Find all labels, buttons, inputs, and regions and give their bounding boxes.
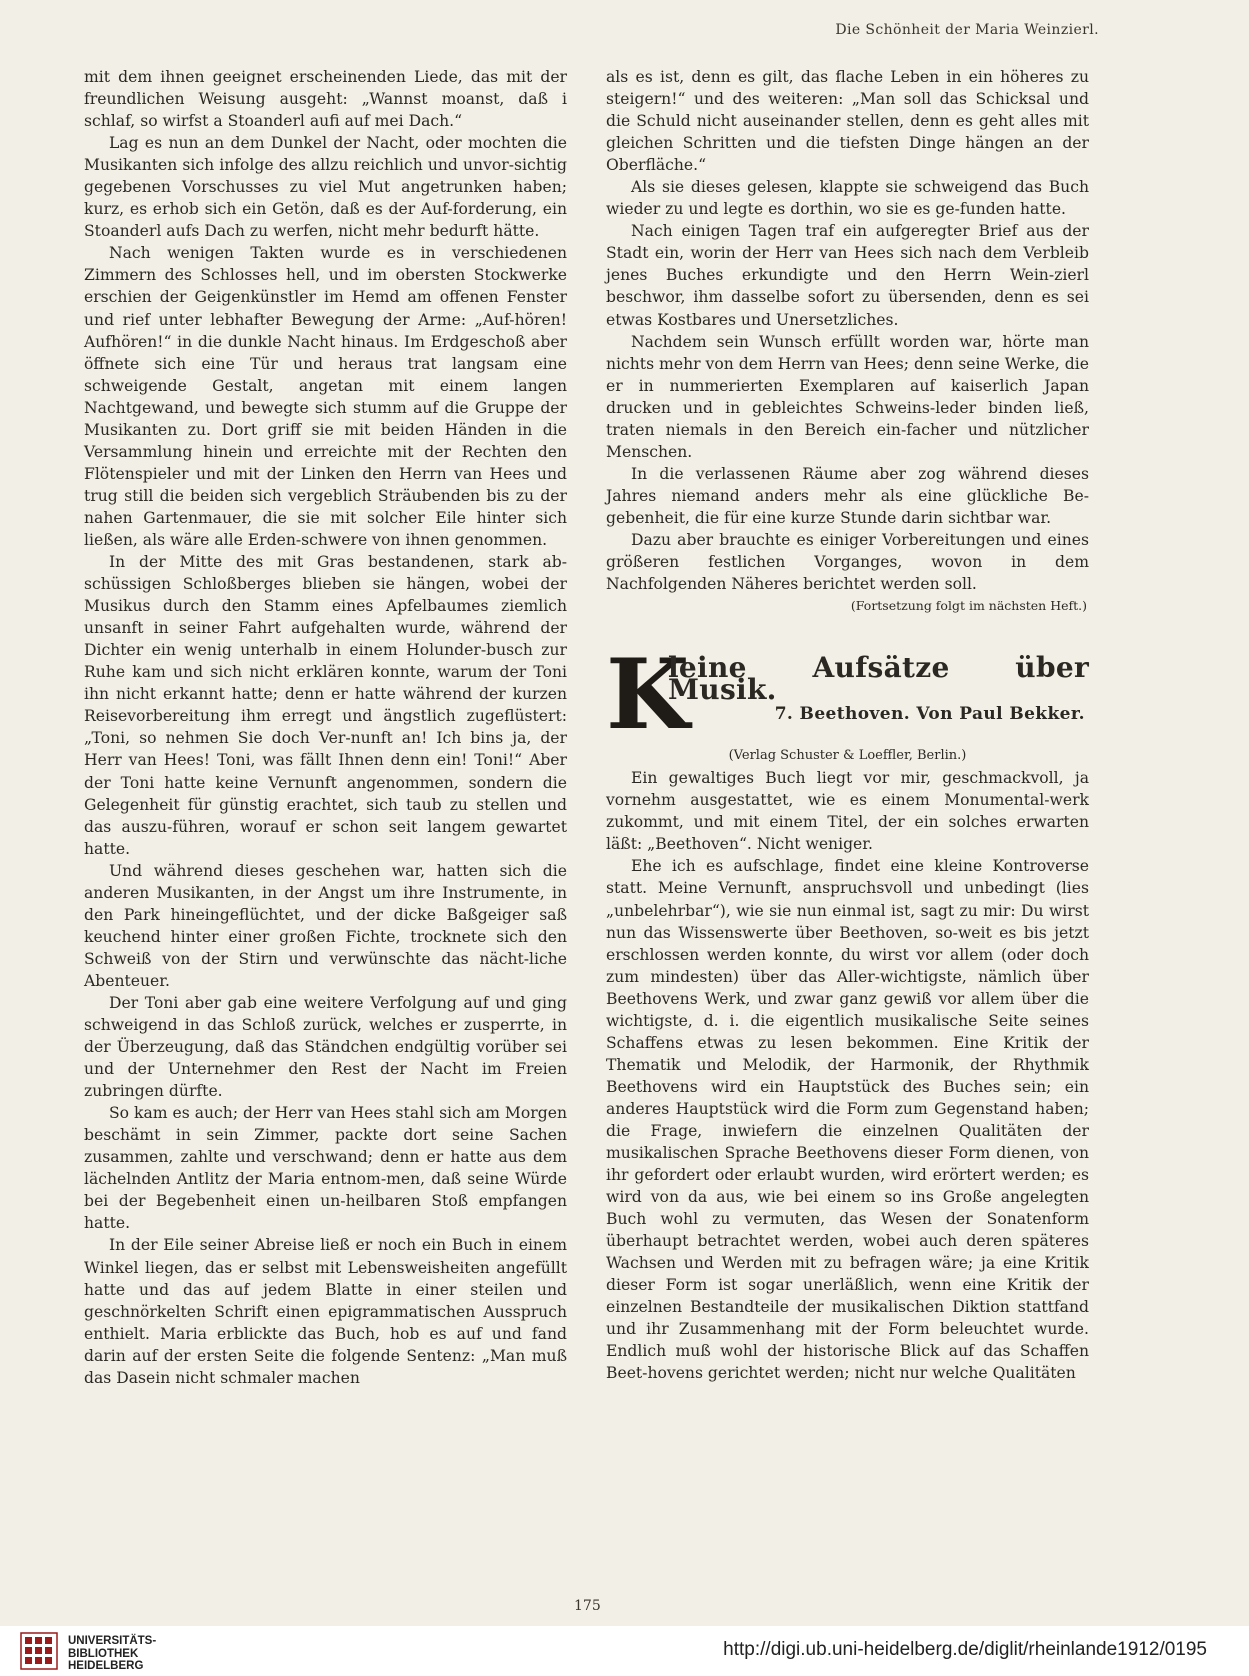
running-head: Die Schönheit der Maria Weinzierl. [835,22,1099,38]
paragraph: Als sie dieses gelesen, klappte sie schweigend das Buch wieder zu und legte es dorthin, wo sie es ge-funden hatte. [606,178,1089,219]
paragraph: Und während dieses geschehen war, hatten sich die anderen Musikanten, in der Angst um ihre Instrumente, in den Park hineingeflüchtet, und der dicke Baßgeiger saß keuchend hinter einer großen Fichte, trocknete sich den Schweiß von der Stirn und verwünschte das nächt-liche Abenteuer. [84,861,567,990]
source-url[interactable]: http://digi.ub.uni-heidelberg.de/diglit/rheinlande1912/0195 [723,1639,1207,1660]
paragraph: Dazu aber brauchte es einiger Vorbereitungen und eines größeren festlichen Vorganges, wovon in dem Nachfolgenden Näheres berichtet werden soll. [606,530,1089,594]
paragraph: In die verlassenen Räume aber zog während dieses Jahres niemand anders mehr als eine glückliche Be-gebenheit, die für eine kurze Stunde darin sichtbar war. [606,464,1089,527]
paragraph: Ehe ich es aufschlage, findet eine kleine Kontroverse statt. Meine Vernunft, anspruchsvoll und unbedingt (lies „unbelehrbar“), wie sie nun einmal ist, sagt zu mir: Du wirst nun das Wissenswerte über Beethoven, so-weit es bis jetzt erschlossen werden konnte, du wirst vor allem (oder doch zum mindesten) über das Aller-wichtigste, nämlich über Beethovens Werk, und zwar ganz gewiß vor allem über die wichtigste, d. i. die eigentlich musikalische Seite seines Schaffens etwas zu lesen bekommen. Eine Kritik der Thematik und Melodik, der Harmonik, der Rhythmik Beethovens wird ein Hauptstück des Buches sein; ein anderes Hauptstück wird die Form zum Gegenstand haben; die Frage, inwiefern die einzelnen Qualitäten der musikalischen Sprache Beethovens dieser Form dienen, von ihr gefordert oder erlaubt wurden, wird erörtert werden; es wird von da aus, wie bei einem so ins Große angelegten Buch wohl zu vermuten, das Wesen der Sonatenform überhaupt betrachtet werden, wobei auch deren späteres Wachsen und Werden mit zu befragen wäre; ja eine Kritik dieser Form ist sogar unerläßlich, wenn eine Kritik der einzelnen Bestandteile der musikalischen Diktion stattfand und ihr Zusammenhang mit der Form beleuchtet wurde. Endlich muß wohl der historische Blick auf das Schaffen Beet-hovens gerichtet werden; nicht nur welche Qualitäten [606,857,1089,1383]
paragraph: Nach einigen Tagen traf ein aufgeregter Brief aus der Stadt ein, worin der Herr van Hees sich nach dem Verbleib jenes Buches erkundigte und den Herrn Wein-zierl beschwor, ihm dasselbe sofort zu übersenden, denn es sei etwas Kostbares und Unersetzliches. [606,222,1089,329]
library-name-line: UNIVERSITÄTS- [68,1635,157,1647]
paragraph: Lag es nun an dem Dunkel der Nacht, oder mochten die Musikanten sich infolge des allzu reichlich und unvor-sichtig gegebenen Vorschusses zu viel Mut angetrunken haben; kurz, es erhob sich ein Getön, daß es der Auf-forderung, ein Stoanderl aufs Dach zu werfen, nicht mehr bedurft hätte. [84,134,567,241]
paragraph: mit dem ihnen geeignet erscheinenden Liede, das mit der freundlichen Weisung ausgeht: „Wannst moanst, daß i schlaf, so wirfst a Stoanderl aufi auf mei Dach.“ [84,68,567,131]
footer-bar [0,1626,1249,1676]
university-library-logo-icon [20,1632,58,1670]
article-headline: leine Aufsätze über Musik. [668,651,1089,707]
paragraph: In der Mitte des mit Gras bestandenen, stark ab-schüssigen Schloßberges blieben sie hängen, wobei der Musikus durch den Stamm eines Apfelbaumes ziemlich unsanft in seiner Fahrt aufgehalten wurde, während der Dichter ein wenig unterhalb in einem Holunder-busch zur Ruhe kam und sich nicht erklären konnte, warum der Toni ihn nicht erkannt hatte; denn er hatte während der kurzen Reisevorbereitung ihm erregt und ängstlich zugeflüstert: „Toni, so nehmen Sie doch Ver-nunft an! Ich bins ja, der Herr van Hees! Toni, was fällt Ihnen denn ein! Toni!“ Aber der Toni hatte keine Vernunft angenommen, sondern die Gelegenheit für günstig erachtet, sich taub zu stellen und das auszu-führen, worauf er schon seit langem gewartet hatte. [84,553,567,858]
library-name [68,1635,156,1673]
article-heading [606,638,1089,752]
paragraph: als es ist, denn es gilt, das flache Leben in ein höheres zu steigern!“ und des weiteren: „Man soll das Schicksal und die Schuld nicht auseinander stellen, denn es geht alles mit gleichen Schritten und die tiefsten Dinge hängen an der Oberfläche.“ [606,68,1089,175]
right-column [606,66,1089,1385]
continued-note: (Fortsetzung folgt im nächsten Heft.) [850,598,1087,614]
drop-cap: K [606,638,690,752]
page-number: 175 [574,1598,601,1614]
paragraph: Der Toni aber gab eine weitere Verfolgung auf und ging schweigend in das Schloß zurück, welches er zusperrte, in der Überzeugung, daß das Ständchen endgültig vorüber sei und der Unternehmer den Rest der Nacht im Freien zubringen dürfte. [84,993,567,1101]
left-column [84,66,567,1389]
paragraph: So kam es auch; der Herr van Hees stahl sich am Morgen beschämt in sein Zimmer, packte dort seine Sachen zusammen, zahlte und verschwand; denn er hatte aus dem lächelnden Antlitz der Maria entnom-men, daß seine Würde bei der Begebenheit einen un-heilbaren Stoß empfangen hatte. [84,1104,567,1233]
library-name-line: BIBLIOTHEK [68,1647,139,1660]
article-subhead: 7. Beethoven. Von Paul Bekker. [774,704,1085,725]
publisher-note: (Verlag Schuster & Loeffler, Berlin.) [728,748,967,764]
paragraph: Nachdem sein Wunsch erfüllt worden war, hörte man nichts mehr von dem Herrn van Hees; denn seine Werke, die er in nummerierten Exemplaren auf kaiserlich Japan drucken und in gebleichtes Schweins-leder binden ließ, traten niemals in den Bereich ein-facher und nützlicher Menschen. [606,332,1089,461]
library-name-line: HEIDELBERG [68,1660,144,1672]
paragraph: Ein gewaltiges Buch liegt vor mir, geschmackvoll, ja vornehm ausgestattet, wie es einem Monumental-werk zukommt, und mit einem Titel, der ein solches erwarten läßt: „Beethoven“. Nicht weniger. [606,769,1089,854]
paragraph: Nach wenigen Takten wurde es in verschiedenen Zimmern des Schlosses hell, und im obersten Stockwerke erschien der Geigenkünstler im Hemd am offenen Fenster und rief unter lebhafter Bewegung der Arme: „Auf-hören! Aufhören!“ in die dunkle Nacht hinaus. Im Erdgeschoß aber öffnete sich eine Tür und heraus trat langsam eine schweigende Gestalt, angetan mit einem langen Nachtgewand, und bewegte sich stumm auf die Gruppe der Musikanten zu. Dort griff sie mit beiden Händen in die Versammlung hinein und erreichte mit der Rechten den Flötenspieler und mit der Linken den Herrn van Hees und trug still die beiden sich vergeblich Sträubenden bis zu der nahen Gartenmauer, die sie mit solcher Eile hinter sich ließen, als wäre alle Erden-schwere von ihnen genommen. [84,244,567,549]
paragraph: In der Eile seiner Abreise ließ er noch ein Buch in einem Winkel liegen, das er selbst mit Lebensweisheiten angefüllt hatte und das auf jedem Blatte in einer steilen und geschnörkelten Schrift einen epigrammatischen Ausspruch enthielt. Maria erblickte das Buch, hob es auf und fand darin auf der ersten Seite die folgende Sentenz: „Man muß das Dasein nicht schmaler machen [84,1236,567,1387]
